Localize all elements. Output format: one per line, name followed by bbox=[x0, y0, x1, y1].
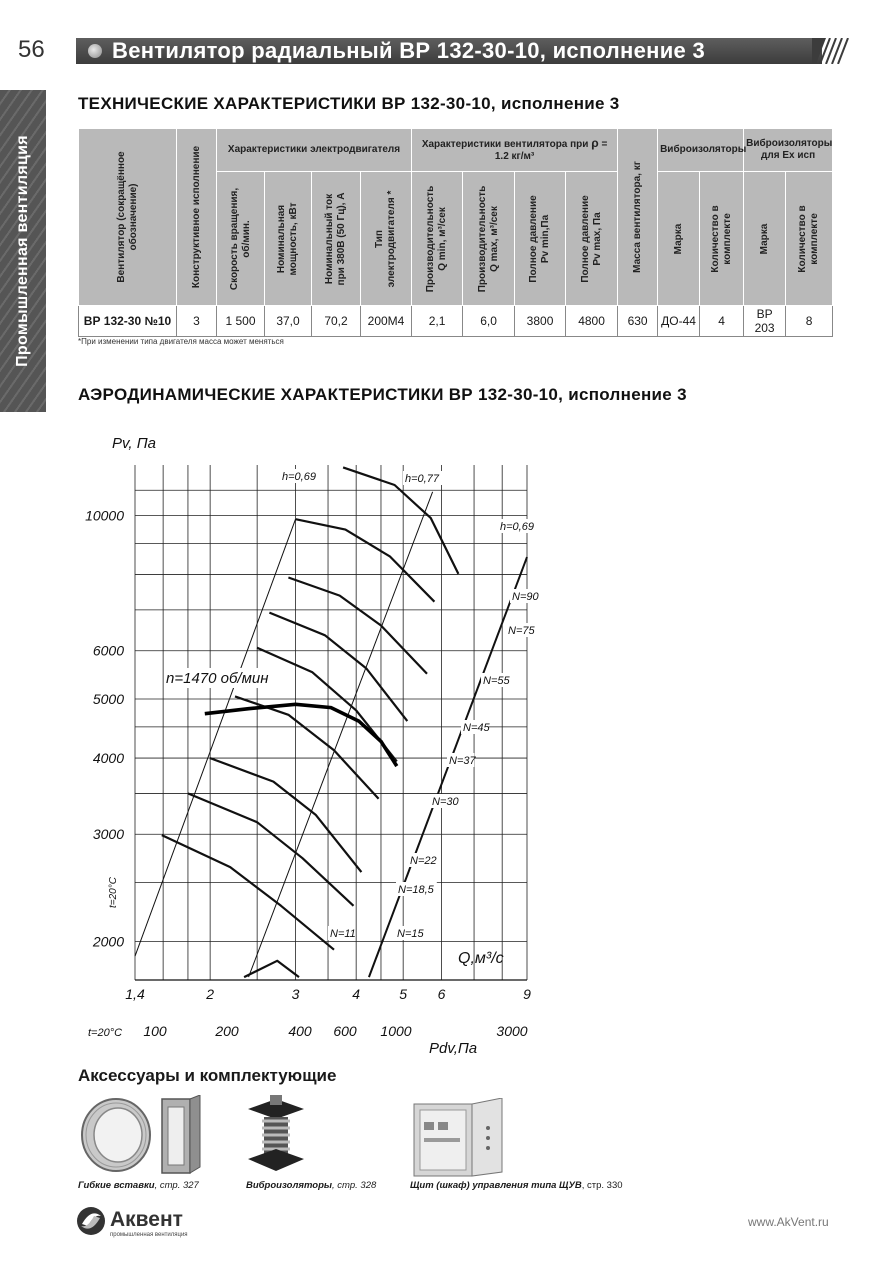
y-tick-label: 2000 bbox=[92, 933, 124, 950]
col-vibro-count-header: Количество в комплекте bbox=[700, 172, 744, 306]
cell-pmax: 4800 bbox=[566, 306, 618, 337]
operating-curve bbox=[205, 704, 397, 766]
cell-mass: 630 bbox=[618, 306, 658, 337]
col-power-header: Номинальная мощность, кВт bbox=[265, 172, 312, 306]
page-number: 56 bbox=[18, 36, 45, 63]
power-curve-label: N=11 bbox=[330, 928, 356, 940]
col-speed-header: Скорость вращения, об/мин. bbox=[217, 172, 265, 306]
secondary-tick-label: 400 bbox=[288, 1023, 312, 1039]
col-pmax-header: Полное давление Pv max, Па bbox=[566, 172, 618, 306]
cell-fan: ВР 132-30 №10 bbox=[79, 306, 177, 337]
col-construct-header: Конструктивное исполнение bbox=[177, 129, 217, 306]
secondary-tick-label: 200 bbox=[215, 1023, 239, 1039]
side-tab-label-box bbox=[0, 90, 46, 412]
efficiency-ray-label: h=0,69 bbox=[282, 471, 316, 483]
y-tick-label: 3000 bbox=[92, 826, 124, 843]
svg-text:Аквент: Аквент bbox=[110, 1208, 183, 1231]
y-tick-label: 5000 bbox=[92, 690, 124, 707]
y-tick-label: 10000 bbox=[85, 507, 124, 524]
x-tick-label: 5 bbox=[399, 986, 408, 1002]
cell-power: 37,0 bbox=[265, 306, 312, 337]
side-temperature-label: t=20°C bbox=[108, 877, 119, 908]
power-curve-label: N=45 bbox=[463, 722, 490, 734]
group-motor-header: Характеристики электродвигателя bbox=[217, 129, 412, 172]
tech-section-title: ТЕХНИЧЕСКИЕ ХАРАКТЕРИСТИКИ ВР 132-30-10, исполнение 3 bbox=[78, 94, 620, 113]
col-fan-header: Вентилятор (сокращённое обозначение) bbox=[79, 129, 177, 306]
page-title: Вентилятор радиальный ВР 132-30-10, исполнение 3 bbox=[112, 38, 706, 63]
table-footnote: *При изменении типа двигателя масса может меняться bbox=[78, 337, 284, 346]
cell-vibro-ex-count: 8 bbox=[786, 306, 833, 337]
col-vibro-ex-count-header: Количество в комплекте bbox=[786, 172, 833, 306]
power-curve-label: N=15 bbox=[397, 928, 424, 940]
cell-vibro-brand: ДО-44 bbox=[658, 306, 700, 337]
col-qmin-header: Производительность Q min, м³/сек bbox=[412, 172, 463, 306]
header-bullet-icon bbox=[88, 44, 102, 58]
vibro-isolator-image bbox=[246, 1095, 306, 1175]
x-tick-label: 3 bbox=[291, 986, 300, 1002]
y-axis-label: Pv, Па bbox=[112, 435, 156, 452]
power-curve bbox=[296, 519, 435, 602]
group-fan-header: Характеристики вентилятора при ρ = 1.2 кг/м³ bbox=[412, 129, 618, 172]
cell-vibro-count: 4 bbox=[700, 306, 744, 337]
secondary-axis-prefix: t=20°C bbox=[88, 1027, 123, 1039]
aero-section-title: АЭРОДИНАМИЧЕСКИЕ ХАРАКТЕРИСТИКИ ВР 132-30-10, исполнение 3 bbox=[78, 385, 687, 404]
accessory-caption-vibro[interactable]: Виброизоляторы, стр. 328 bbox=[246, 1180, 377, 1191]
power-curve-label: N=90 bbox=[512, 591, 539, 603]
y-tick-label: 4000 bbox=[92, 750, 124, 767]
power-curve-label: N=55 bbox=[483, 675, 510, 687]
header-slashes-decoration bbox=[812, 38, 852, 64]
secondary-tick-label: 3000 bbox=[496, 1023, 528, 1039]
chart-labels bbox=[85, 435, 540, 1057]
efficiency-ray-label: h=0,69 bbox=[500, 521, 534, 533]
col-motor-type-header: Тип электродвигателя * bbox=[361, 172, 412, 306]
group-vibro-ex-header: Виброизоляторы для Ex исп bbox=[744, 129, 833, 172]
power-curve-label: N=30 bbox=[432, 796, 459, 808]
power-curve bbox=[244, 961, 299, 977]
chart-efficiency-rays bbox=[135, 492, 527, 977]
x-tick-label: 2 bbox=[206, 986, 215, 1002]
footer-url[interactable]: www.AkVent.ru bbox=[748, 1215, 829, 1229]
x-tick-label: 6 bbox=[437, 986, 446, 1002]
power-curve-label: N=37 bbox=[449, 755, 476, 767]
col-current-header: Номинальный ток при 380В (50 Гц), А bbox=[312, 172, 361, 306]
x-tick-label: 4 bbox=[352, 986, 361, 1002]
cell-vibro-ex-brand: ВР 203 bbox=[744, 306, 786, 337]
operating-curve-label: n=1470 об/мин bbox=[166, 670, 269, 687]
col-pmin-header: Полное давление Pv min,Па bbox=[515, 172, 566, 306]
brand-logo bbox=[76, 1204, 206, 1238]
efficiency-ray bbox=[249, 492, 433, 977]
accessory-caption-flex[interactable]: Гибкие вставки, стр. 327 bbox=[78, 1180, 199, 1191]
col-mass-header: Масса вентилятора, кг bbox=[618, 129, 658, 306]
flex-insert-image bbox=[78, 1095, 208, 1175]
group-vibro-header: Виброизоляторы bbox=[658, 129, 744, 172]
spec-table bbox=[78, 128, 833, 337]
power-curve bbox=[188, 793, 354, 905]
accessories-title: Аксессуары и комплектующие bbox=[78, 1066, 337, 1085]
cell-current: 70,2 bbox=[312, 306, 361, 337]
aero-chart bbox=[60, 420, 560, 1060]
secondary-axis-label: Pdv,Па bbox=[429, 1040, 478, 1057]
cell-pmin: 3800 bbox=[515, 306, 566, 337]
secondary-tick-label: 1000 bbox=[380, 1023, 412, 1039]
power-curve-label: N=75 bbox=[508, 625, 535, 637]
side-tab-label: Промышленная вентиляция bbox=[14, 135, 31, 367]
cell-qmin: 2,1 bbox=[412, 306, 463, 337]
cell-motor-type: 200М4 bbox=[361, 306, 412, 337]
x-tick-label: 9 bbox=[523, 986, 531, 1002]
table-row bbox=[79, 306, 833, 337]
col-vibro-brand-header: Марка bbox=[658, 172, 700, 306]
x-axis-label: Q,м³/с bbox=[458, 950, 504, 967]
chart-power-curves bbox=[162, 467, 459, 977]
svg-text:промышленная вентиляция: промышленная вентиляция bbox=[110, 1232, 188, 1238]
efficiency-ray-label: h=0,77 bbox=[405, 473, 439, 485]
accessory-caption-cabinet[interactable]: Щит (шкаф) управления типа ЩУВ, стр. 330 bbox=[410, 1180, 623, 1191]
secondary-tick-label: 600 bbox=[333, 1023, 357, 1039]
col-qmax-header: Производительность Q max, м³/сек bbox=[463, 172, 515, 306]
col-vibro-ex-brand-header: Марка bbox=[744, 172, 786, 306]
cell-qmax: 6,0 bbox=[463, 306, 515, 337]
secondary-tick-label: 100 bbox=[143, 1023, 167, 1039]
power-curve bbox=[210, 758, 361, 872]
power-curve-label: N=22 bbox=[410, 855, 437, 867]
power-curve bbox=[288, 578, 427, 674]
x-tick-label: 1,4 bbox=[125, 986, 145, 1002]
power-curve-label: N=18,5 bbox=[398, 884, 434, 896]
cell-speed: 1 500 bbox=[217, 306, 265, 337]
efficiency-ray bbox=[135, 519, 296, 956]
y-tick-label: 6000 bbox=[92, 642, 124, 659]
control-cabinet-image bbox=[410, 1098, 510, 1178]
efficiency-ray bbox=[369, 557, 527, 977]
cell-construct: 3 bbox=[177, 306, 217, 337]
